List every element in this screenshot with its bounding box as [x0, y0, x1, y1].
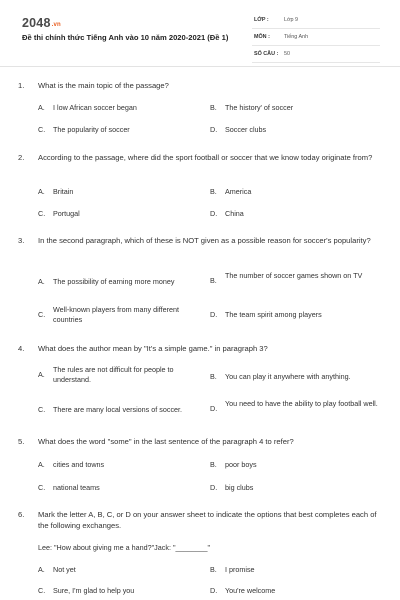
answer-option-d[interactable]	[210, 310, 385, 320]
answer-option-b[interactable]	[210, 187, 385, 197]
question-number: 1.	[18, 81, 25, 90]
option-text: Not yet	[53, 565, 76, 574]
option-letter: D.	[210, 310, 218, 319]
option-text: poor boys	[225, 460, 257, 469]
answer-option-a[interactable]	[38, 103, 213, 113]
question-stem	[18, 152, 384, 163]
answer-option-b[interactable]	[210, 103, 385, 113]
question-6	[18, 509, 384, 599]
option-text: The history' of soccer	[225, 103, 294, 112]
site-logo[interactable]	[22, 16, 61, 30]
option-text: Sure, I'm glad to help you	[53, 586, 135, 595]
answer-option-c[interactable]	[38, 305, 208, 325]
answer-option-c[interactable]	[38, 125, 213, 135]
question-stem	[18, 80, 384, 91]
option-text: There are many local versions of soccer.	[53, 405, 183, 414]
answer-option-b[interactable]	[210, 271, 382, 285]
question-stem	[18, 509, 384, 531]
answer-option-a[interactable]	[38, 460, 213, 470]
meta-value: Tiếng Anh	[284, 34, 309, 40]
option-letter: B.	[210, 460, 217, 469]
answer-option-d[interactable]	[210, 209, 385, 219]
option-letter: D.	[210, 125, 218, 134]
exam-header	[0, 0, 400, 62]
option-letter: C.	[38, 209, 46, 218]
answer-option-c[interactable]	[38, 209, 213, 219]
question-text: According to the passage, where did the sport football or soccer that we know today originate from?	[38, 153, 373, 162]
answer-option-c[interactable]	[38, 586, 213, 596]
answer-option-d[interactable]	[210, 125, 385, 135]
option-letter: C.	[38, 310, 46, 319]
question-text: What does the word "some" in the last sentence of the paragraph 4 to refer?	[38, 437, 294, 446]
option-letter: C.	[38, 125, 46, 134]
answer-option-a[interactable]	[38, 277, 213, 287]
option-text: The rules are not difficult for people to understand.	[53, 365, 174, 384]
option-text: big clubs	[225, 483, 254, 492]
meta-value: Lớp 9	[284, 17, 299, 23]
option-text: Britain	[53, 187, 74, 196]
answer-option-b[interactable]	[210, 460, 385, 470]
answer-option-d[interactable]	[210, 586, 385, 596]
option-text: The popularity of soccer	[53, 125, 130, 134]
option-text: You're welcome	[225, 586, 276, 595]
option-letter: A.	[38, 277, 45, 286]
option-text: national teams	[53, 483, 100, 492]
meta-label: MÔN :	[254, 34, 270, 40]
question-text: What does the author mean by "It's a simple game." in paragraph 3?	[38, 344, 268, 353]
question-number: 5.	[18, 437, 25, 446]
answer-option-c[interactable]	[38, 483, 213, 493]
option-text: The possibility of earning more money	[53, 277, 175, 286]
option-letter: C.	[38, 405, 46, 414]
meta-label: SỐ CÂU :	[254, 51, 279, 57]
question-stem	[18, 436, 384, 447]
meta-row-question-count	[252, 48, 380, 63]
question-stem	[18, 235, 384, 246]
question-3	[18, 235, 384, 330]
meta-label: LỚP :	[254, 17, 269, 23]
option-letter: C.	[38, 483, 46, 492]
question-number: 6.	[18, 510, 25, 519]
question-number: 4.	[18, 344, 25, 353]
option-letter: B.	[210, 103, 217, 112]
option-letter: A.	[38, 370, 45, 379]
option-text: cities and towns	[53, 460, 105, 469]
option-letter: A.	[38, 565, 45, 574]
question-number: 3.	[18, 236, 25, 245]
option-text: Soccer clubs	[225, 125, 267, 134]
option-text: The number of soccer games shown on TV	[225, 271, 363, 280]
meta-row-class	[252, 14, 380, 29]
option-letter: C.	[38, 586, 46, 595]
answer-option-c[interactable]	[38, 405, 213, 415]
option-text: I promise	[225, 565, 255, 574]
exam-meta	[252, 14, 380, 65]
option-letter: A.	[38, 460, 45, 469]
option-text: Well-known players from many different countries	[53, 305, 179, 324]
question-5	[18, 436, 384, 496]
option-letter: B.	[210, 276, 217, 285]
question-4	[18, 343, 384, 433]
option-letter: B.	[210, 565, 217, 574]
exam-title: Đề thi chính thức Tiếng Anh vào 10 năm 2020-2021 (Đề 1)	[22, 33, 229, 42]
option-letter: A.	[38, 103, 45, 112]
option-letter: D.	[210, 586, 218, 595]
answer-option-b[interactable]	[210, 372, 385, 382]
meta-value: 50	[284, 51, 290, 57]
option-text: I low African soccer began	[53, 103, 137, 112]
option-letter: A.	[38, 187, 45, 196]
option-text: You can play it anywhere with anything.	[225, 372, 351, 381]
option-text: The team spirit among players	[225, 310, 322, 319]
answer-option-a[interactable]	[38, 187, 213, 197]
question-2	[18, 152, 384, 222]
option-letter: B.	[210, 372, 217, 381]
question-text: In the second paragraph, which of these is NOT given as a possible reason for soccer's popularity?	[38, 236, 371, 245]
meta-row-subject	[252, 31, 380, 46]
question-stem	[18, 343, 384, 354]
logo-suffix: .vn	[51, 22, 61, 28]
question-1	[18, 80, 384, 140]
question-text: What is the main topic of the passage?	[38, 81, 169, 90]
answer-option-d[interactable]	[210, 399, 382, 413]
question-text: Mark the letter A, B, C, or D on your answer sheet to indicate the options that best completes each of the following exchanges.	[38, 510, 377, 530]
option-text: China	[225, 209, 244, 218]
answer-option-a[interactable]	[38, 365, 203, 385]
option-text: Portugal	[53, 209, 80, 218]
logo-text: 2048	[22, 16, 51, 30]
answer-option-d[interactable]	[210, 483, 385, 493]
option-letter: D.	[210, 209, 218, 218]
answer-option-b[interactable]	[210, 565, 385, 575]
option-letter: B.	[210, 187, 217, 196]
header-divider	[0, 66, 400, 67]
question-number: 2.	[18, 153, 25, 162]
dialogue-line: Lee: "How about giving me a hand?"Jack: "________"	[38, 543, 211, 552]
option-letter: D.	[210, 404, 218, 413]
answer-option-a[interactable]	[38, 565, 213, 575]
option-letter: D.	[210, 483, 218, 492]
option-text: America	[225, 187, 252, 196]
option-text: You need to have the ability to play football well.	[225, 399, 378, 408]
